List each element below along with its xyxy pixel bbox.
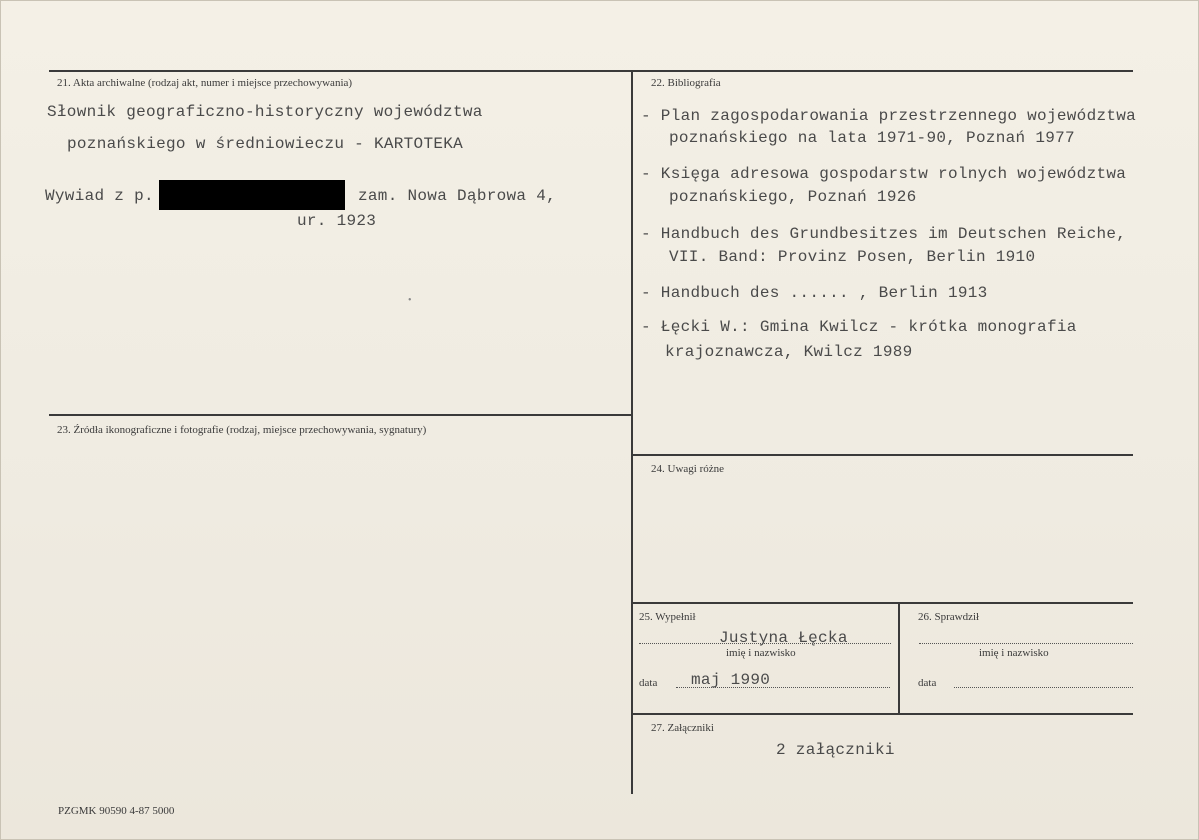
filled-by-date-line <box>676 687 890 688</box>
section-26-label: 26. Sprawdził <box>918 611 980 623</box>
rule-23 <box>49 414 631 416</box>
interview-address: zam. Nowa Dąbrowa 4, <box>358 187 557 205</box>
bib-4-line-1: - Handbuch des ...... , Berlin 1913 <box>641 284 988 302</box>
section-22-label: 22. Bibliografia <box>651 77 721 89</box>
rule-24 <box>631 454 1133 456</box>
center-divider <box>631 70 633 794</box>
attachments-value: 2 załączniki <box>776 741 895 759</box>
filled-by-date: maj 1990 <box>691 671 771 689</box>
checked-by-date-label: data <box>918 677 937 689</box>
section-23-label: 23. Źródła ikonograficzne i fotografie (rodzaj, miejsce przechowywania, sygnatury) <box>57 424 427 436</box>
rule-25-26 <box>631 602 1133 604</box>
bib-3-line-1: - Handbuch des Grundbesitzes im Deutschen Reiche, <box>641 225 1127 243</box>
rule-27 <box>631 713 1133 715</box>
top-rule <box>49 70 1133 72</box>
filled-by-name: Justyna Łęcka <box>719 629 848 647</box>
section-21-label: 21. Akta archiwalne (rodzaj akt, numer i miejsce przechowywania) <box>57 77 353 89</box>
paper-speck: • <box>408 295 412 306</box>
filled-by-name-line <box>639 643 891 644</box>
bib-1-line-1: - Plan zagospodarowania przestrzennego województwa <box>641 107 1137 125</box>
divider-25-26 <box>898 602 900 714</box>
redaction-bar <box>159 180 345 210</box>
form-code: PZGMK 90590 4-87 5000 <box>58 805 175 817</box>
archive-line-1: Słownik geograficzno-historyczny województwa <box>47 103 483 121</box>
filled-by-date-label: data <box>639 677 658 689</box>
bib-5-line-2: krajoznawcza, Kwilcz 1989 <box>665 343 913 361</box>
section-27-label: 27. Załączniki <box>651 722 714 734</box>
filled-by-name-caption: imię i nazwisko <box>726 647 796 659</box>
bib-3-line-2: VII. Band: Provinz Posen, Berlin 1910 <box>669 248 1036 266</box>
bib-5-line-1: - Łęcki W.: Gmina Kwilcz - krótka monografia <box>641 318 1077 336</box>
interview-prefix: Wywiad z p. <box>45 187 154 205</box>
checked-by-name-line <box>919 643 1133 644</box>
checked-by-date-line <box>954 687 1133 688</box>
bib-2-line-2: poznańskiego, Poznań 1926 <box>669 188 917 206</box>
section-25-label: 25. Wypełnił <box>639 611 696 623</box>
section-24-label: 24. Uwagi różne <box>651 463 725 475</box>
bib-1-line-2: poznańskiego na lata 1971-90, Poznań 1977 <box>669 129 1075 147</box>
checked-by-name-caption: imię i nazwisko <box>979 647 1049 659</box>
archive-line-2: poznańskiego w średniowieczu - KARTOTEKA <box>67 135 464 153</box>
bib-2-line-1: - Księga adresowa gospodarstw rolnych województwa <box>641 165 1127 183</box>
interview-birth: ur. 1923 <box>297 212 377 230</box>
